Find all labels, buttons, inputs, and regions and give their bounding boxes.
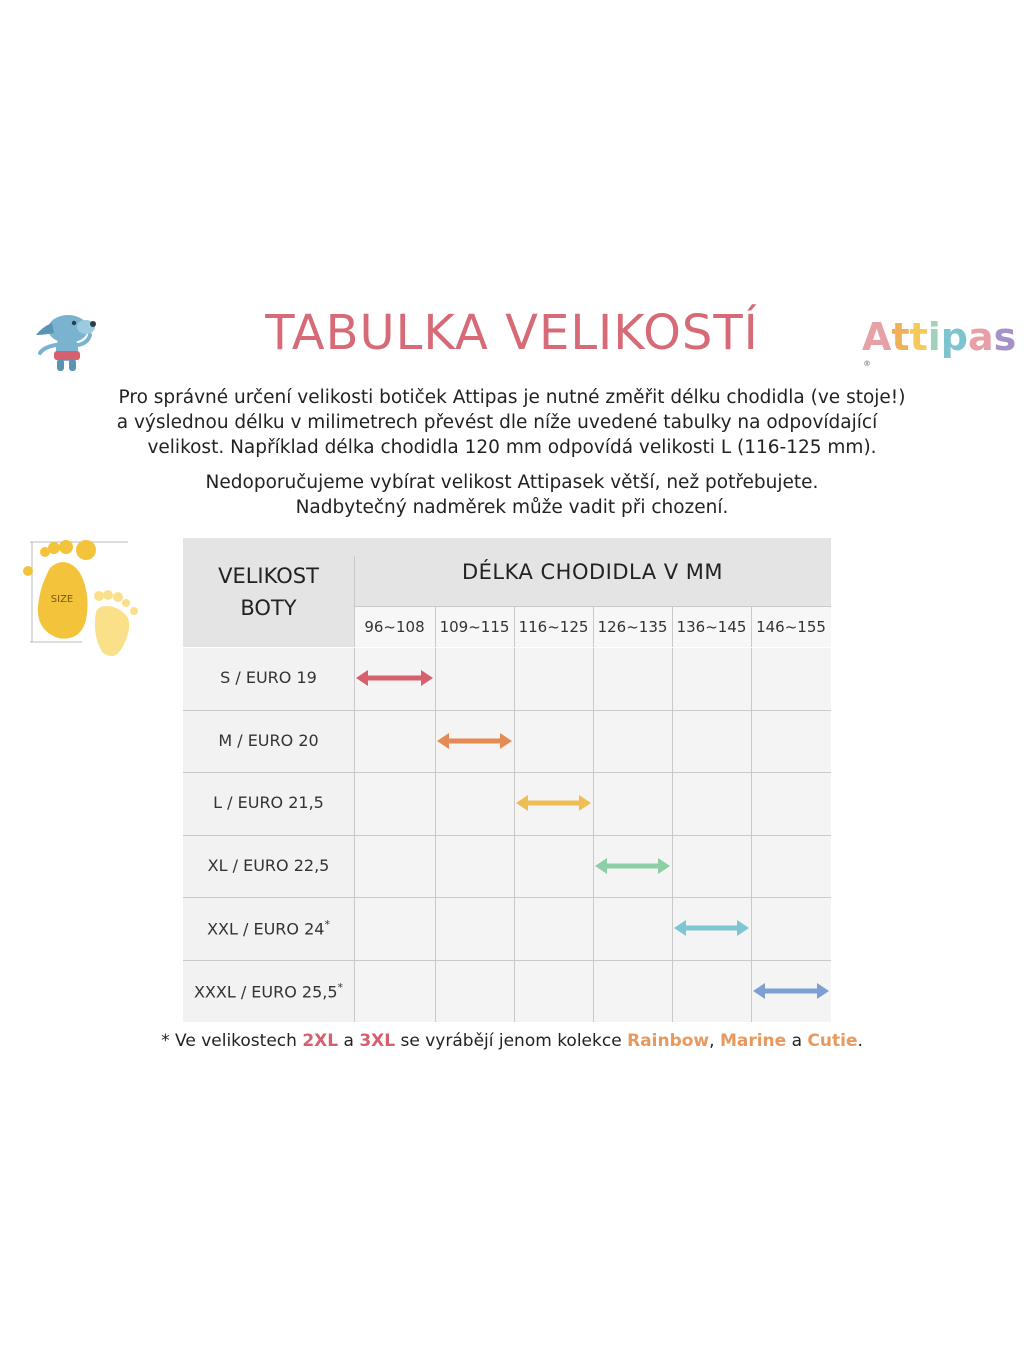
size-footnote-mark: * [337,980,344,994]
logo-letter: i [927,315,941,359]
logo-letter: t [891,315,910,359]
column-header: 96~108 [364,618,425,636]
size-label-text: S / EURO 19 [220,668,317,687]
footnote [0,1031,1024,1051]
size-label-text: L / EURO 21,5 [213,793,324,812]
footnote-collection-rainbow: Rainbow [627,1031,710,1051]
grid-line [183,897,831,898]
logo-letter: s [993,315,1017,359]
footnote-comma: , [709,1031,720,1051]
size-label [183,793,354,812]
grid-line [354,606,831,607]
footnote-and-2: a [786,1031,808,1051]
size-header-line-2: BOTY [240,596,297,620]
arrow-shape [516,795,591,811]
footnote-size-3xl: 3XL [359,1031,396,1051]
footnote-middle: se vyrábějí jenom kolekce [395,1031,628,1051]
grid-line [183,710,831,711]
grid-line [183,835,831,836]
size-label [183,668,354,687]
warning-paragraph [0,470,1024,520]
size-table [183,538,831,1022]
intro-line-3: velikost. Například délka chodidla 120 mm odpovídá velikosti L (116-125 mm). [147,437,877,458]
foot-size-icon [20,538,145,663]
footnote-prefix: * Ve velikostech [161,1031,303,1051]
size-range-arrow [437,731,512,751]
intro-line-2: a výslednou délku v milimetrech převést dle níže uvedené tabulky na odpovídající [116,412,878,433]
size-label [183,918,354,938]
size-range-arrow [356,668,433,688]
intro-line-4: Nedoporučujeme vybírat velikost Attipasek větší, než potřebujete. [205,472,819,493]
foot-size-label: SIZE [50,594,74,605]
size-label-text: M / EURO 20 [218,730,319,750]
size-range-arrow [516,793,591,813]
footnote-end: . [857,1031,863,1051]
size-label [183,856,354,875]
size-range-arrow [595,856,670,876]
size-header [183,560,354,624]
size-header-line-1: VELIKOST [218,564,319,588]
registered-mark: ® [863,359,871,368]
logo-letter: A [862,315,892,359]
size-label [183,981,354,1001]
logo-letter: p [940,315,968,359]
size-label-text: XXXL / EURO 25,5 [193,981,338,1001]
grid-line [183,960,831,961]
logo-letter: a [968,315,994,359]
intro-line-1: Pro správné určení velikosti botiček Attipas je nutné změřit délku chodidla (ve stoje!) [118,387,906,408]
length-header: DÉLKA CHODIDLA V MM [461,560,724,584]
arrow-shape [674,920,749,936]
column-header: 109~115 [439,618,510,636]
grid-line [183,647,831,648]
footnote-collection-marine: Marine [719,1031,787,1051]
column-header: 136~145 [676,618,747,636]
size-footnote-mark: * [324,918,330,931]
column-header: 116~125 [518,618,589,636]
grid-line [183,772,831,773]
size-label [183,731,354,750]
arrow-shape [753,983,829,999]
footnote-and-1: a [338,1031,360,1051]
arrow-shape [437,733,512,749]
size-label-text: XL / EURO 22,5 [207,855,330,875]
size-range-arrow [674,918,749,938]
size-range-arrow [753,981,829,1001]
column-header: 146~155 [756,618,826,636]
intro-paragraph [0,385,1024,460]
column-header: 126~135 [597,618,668,636]
page-title: TABULKA VELIKOSTÍ [265,305,759,361]
intro-line-5: Nadbytečný nadměrek může vadit při chození. [295,497,729,518]
footnote-size-2xl: 2XL [302,1031,339,1051]
size-label-text: XXL / EURO 24 [207,919,325,939]
arrow-shape [356,670,433,686]
logo-letter: t [909,315,928,359]
arrow-shape [595,858,670,874]
footnote-collection-cutie: Cutie [807,1031,858,1051]
